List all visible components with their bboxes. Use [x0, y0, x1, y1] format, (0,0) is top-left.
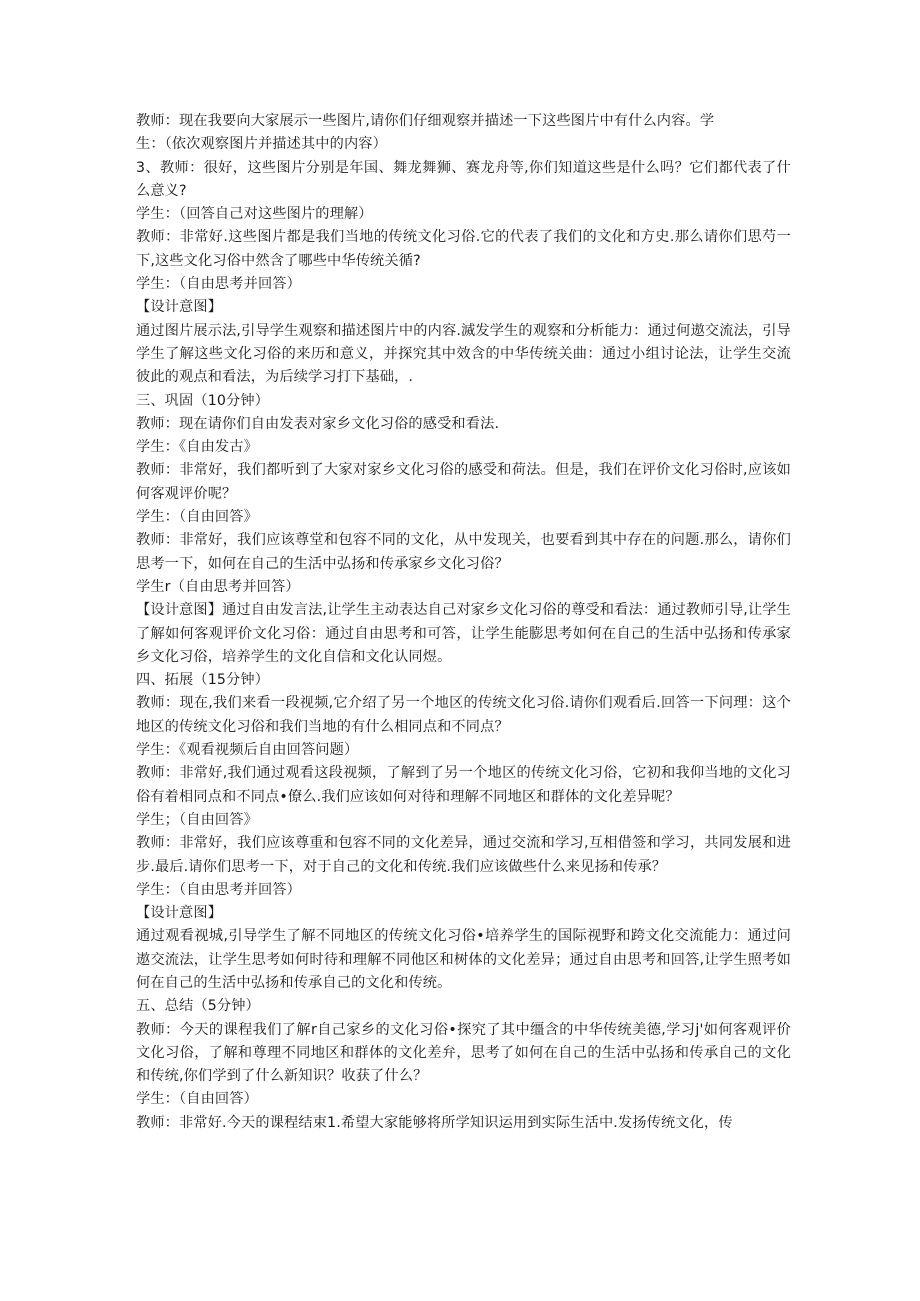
paragraph: 生：（依次观察图片并描述其中的内容）	[136, 136, 387, 153]
paragraph: 教师：非常好，我们都听到了大家对家乡文化习俗的感受和荷法。但是，我们在评价文化习俗时,应该如何客观评价呢？	[136, 462, 791, 502]
paragraph: 学生：（自由思考并回答）	[136, 276, 301, 293]
section-heading: 【设计意图】	[136, 905, 223, 922]
paragraph: 教师：非常好，我们应该尊堂和包容不同的文化，从中发现关，也要看到其中存在的问题.那么，请你们思考一下，如何在自己的生活中弘扬和传承家乡文化习俗？	[136, 532, 791, 572]
paragraph: 学生：（自由回答）	[136, 1091, 258, 1108]
paragraph: 学生r（自由思考并回答）	[136, 578, 300, 595]
paragraph: 通过图片展示法,引导学生观察和描述图片中的内容.滅发学生的观察和分析能力：通过何遨交流法，引导学生了解这些文化习俗的来历和意义，并探究其中效含的中华传统关曲：通过小组讨论法，让学生交流彼此的观点和看法，为后续学习打下基础，.	[136, 322, 791, 386]
paragraph: 学生：《观看视频后自由回答问题）	[136, 742, 359, 759]
paragraph: 学生；（自由回答》	[136, 811, 258, 828]
paragraph: 学生：（自由思考并回答）	[136, 881, 301, 898]
paragraph: 教师：现在请你们自由发表对家乡文化习俗的感受和看法.	[136, 415, 500, 432]
paragraph: 【设计意图】通过自由发言法,让学生主动表达自己对家乡文化习俗的尊受和看法：通过教师引导,让学生了解如何客观评价文化习俗：通过自由思考和可答，让学生能膨思考如何在自己的生活中弘扬和传承家乡文化习俗，培养学生的文化自信和文化认同煜。	[136, 602, 791, 665]
paragraph: 教师：现在,我们来看一段视频,它介绍了另一个地区的传统文化习俗.请你们观看后.回答一下问理：这个地区的传统文化习俗和我们当地的有什么相同点和不同点？	[136, 695, 791, 735]
paragraph: 教师：现在我要向大家展示一些图片,请你们仔细观察并描述一下这些图片中有什么内容。学	[136, 113, 715, 129]
paragraph: 通过观看视城,引导学生了解不同地区的传统文化习俗•培养学生的国际视野和跨文化交流能力：通过问遨交流法，让学生思考如何时待和理解不同他区和树体的文化差异；通过自由思考和回答,让学生照考如何在自己的生活中弘扬和传承自己的文化和传统。	[136, 928, 791, 991]
paragraph: 教师：非常好，我们应该尊重和包容不同的文化差异，通过交流和学习,互相借签和学习，共同发展和进步.最后.请你们思考一下，对于自己的文化和传统.我们应该做些什么来见扬和传承？	[136, 835, 791, 875]
section-heading: 【设计意图】	[136, 299, 223, 316]
section-heading: 四、拓展（15分钟）	[136, 672, 270, 689]
document-body	[136, 110, 791, 1135]
paragraph: 教师：今天的课程我们了解r自己家乡的文化习俗•探究了其中缰含的中华传统美德,学习j'如何客观评价文化习俗，了解和尊理不同地区和群体的文化差弁，思考了如何在自己的生活中弘扬和传承自己的文化和传统,你们学到了什么新知识？收获了什么？	[136, 1021, 791, 1085]
paragraph: 教师：非常好.这些图片都是我们当地的传统文化习俗.它的代表了我们的文化和方史.那么请你们思芍一下,这些文化习俗中然含了哪些中华传统关循?	[136, 229, 791, 269]
section-heading: 三、巩固（10分钟）	[136, 392, 270, 409]
paragraph: 教师：非常好,我们通过观看这段视频，了解到了另一个地区的传统文化习俗，它初和我仰当地的文化习俗有着相同点和不同点•僚么.我们应该如何对待和理解不同地区和群体的文化差异呢？	[136, 765, 791, 805]
paragraph: 学生：（自由回答》	[136, 509, 258, 526]
paragraph: 学生：（回答自己对这些图片的理解）	[136, 206, 373, 223]
paragraph: 3、教师：很好，这些图片分别是年国、舞龙舞狮、赛龙舟等,你们知道这些是什么吗？它们都代表了什么意义?	[136, 159, 791, 199]
paragraph: 学生：《自由发古》	[136, 439, 258, 456]
section-heading: 五、总结（5分钟）	[136, 998, 260, 1015]
paragraph: 教师：非常好.今天的课程结束1.希望大家能够将所学知识运用到实际生活中.发扬传统文化，传	[136, 1114, 733, 1131]
